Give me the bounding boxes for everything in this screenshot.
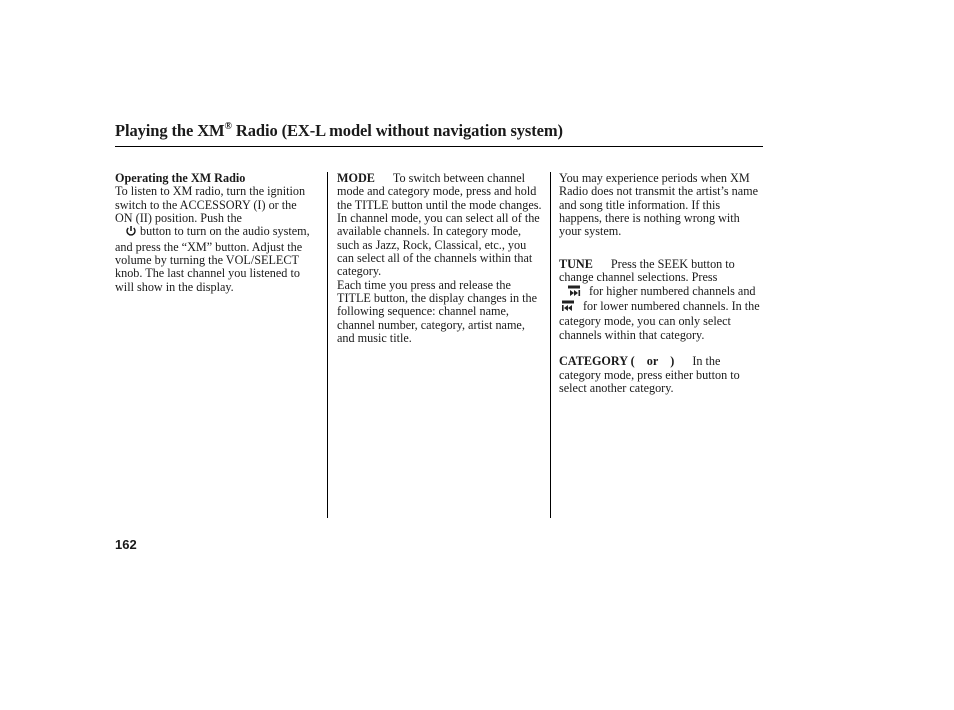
registered-mark: ®: [224, 121, 232, 132]
title-rule: [115, 146, 763, 147]
operating-text-b: button to turn on the audio system, and press the “XM” button. Adjust the volume by turning the VOL/SELECT knob. The last channel you listened to will show in the display.: [115, 224, 310, 294]
category-label: CATEGORY ( or ): [559, 354, 675, 369]
mode-label: MODE: [337, 171, 375, 185]
page-number: 162: [115, 537, 137, 552]
title-prefix: Playing the XM: [115, 121, 225, 140]
tune-text-c: for lower numbered channels. In the category mode, you can only select channels within that category.: [559, 299, 760, 342]
category-paragraph: [559, 355, 763, 395]
title-sequence-paragraph: Each time you press and release the TITLE button, the display changes in the following sequence: channel name, channel number, category, artist name, and music title.: [337, 277, 538, 346]
operating-text-a: To listen to XM radio, turn the ignition switch to the ACCESSORY (I) or the ON (II) position. Push the: [115, 184, 306, 226]
seek-down-icon: [559, 300, 577, 315]
mode-paragraph: [337, 172, 543, 212]
column-divider-right: [550, 172, 551, 518]
no-info-paragraph: You may experience periods when XM Radio does not transmit the artist’s name and song title information. If this happens, there is nothing wrong with your system.: [559, 171, 759, 239]
channel-mode-paragraph: In channel mode, you can select all of the available channels. In category mode, such as Jazz, Rock, Classical, etc., you can select all of the channels within that category.: [337, 211, 540, 279]
section-heading: Operating the XM Radio: [115, 171, 246, 185]
operating-paragraph: [115, 185, 313, 294]
category-text-b: category mode, press either button to select another category.: [559, 367, 740, 396]
column-tune: [559, 172, 763, 396]
page-title: [115, 121, 563, 141]
category-text-a: In the: [692, 354, 721, 369]
title-suffix: Radio (EX-L model without navigation system): [231, 121, 563, 140]
power-icon: [125, 225, 137, 240]
tune-paragraph: [559, 258, 763, 342]
tune-text-b: for higher numbered channels and: [589, 283, 756, 298]
column-operating: [115, 172, 313, 294]
seek-up-icon: [565, 285, 583, 300]
mode-text: To switch between channel mode and category mode, press and hold the TITLE button until the mode changes.: [337, 171, 542, 212]
tune-text-a: Press the SEEK button to change channel selections. Press: [559, 257, 735, 285]
tune-label: TUNE: [559, 257, 593, 272]
column-divider-left: [327, 172, 328, 518]
column-mode: [337, 172, 543, 345]
